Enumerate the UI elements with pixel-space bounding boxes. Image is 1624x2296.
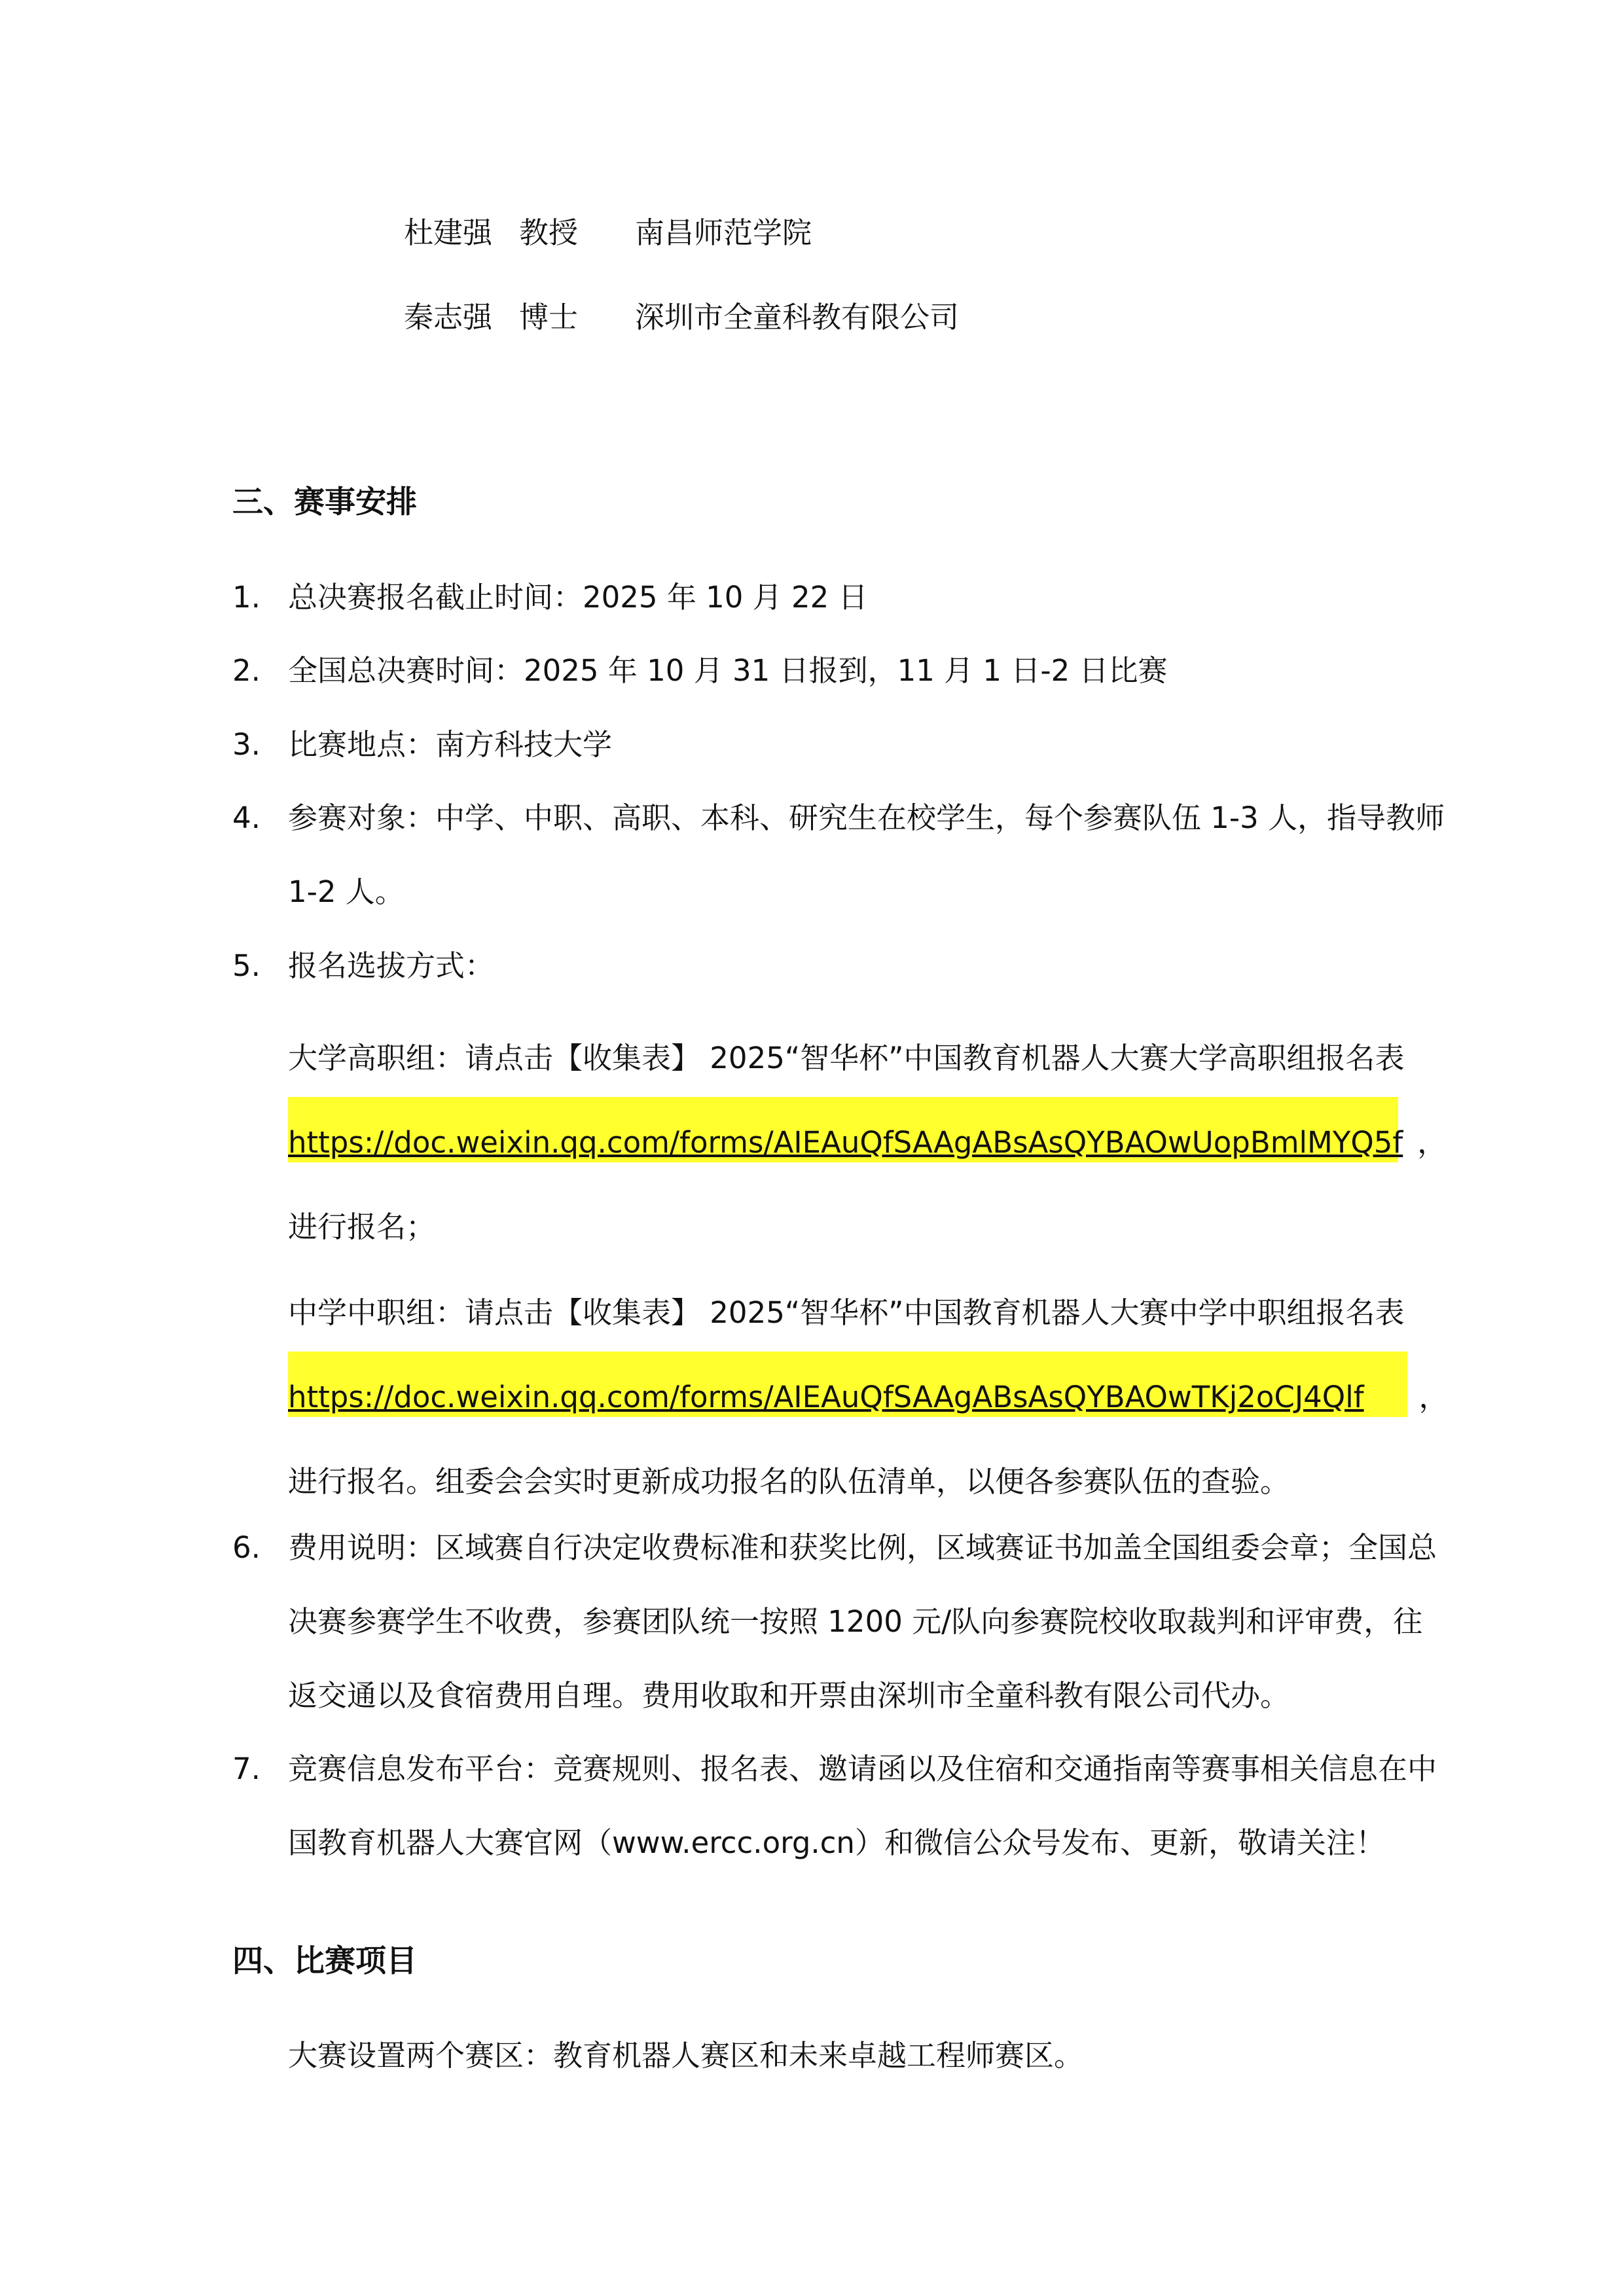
list-item-final-time: 全国总决赛时间：2025 年 10 月 31 日报到，11 月 1 日-2 日比赛 — [288, 653, 1168, 688]
list-number: 4. — [232, 800, 261, 835]
mid-registration-link[interactable]: https://doc.weixin.qq.com/forms/AIEAuQfSAAgABsAsQYBAOwTKj2oCJ4Qlf — [288, 1380, 1364, 1414]
list-item-deadline: 总决赛报名截止时间：2025 年 10 月 22 日 — [288, 580, 868, 615]
list-item-participants-line2: 1-2 人。 — [288, 874, 405, 909]
person-title: 博士 — [519, 300, 579, 334]
list-item-fees-line2: 决赛参赛学生不收费，参赛团队统一按照 1200 元/队向参赛院校收取裁判和评审费，往 — [288, 1604, 1423, 1639]
list-item-venue: 比赛地点：南方科技大学 — [288, 727, 613, 762]
list-number: 7. — [232, 1751, 261, 1786]
section-heading-projects: 四、比赛项目 — [232, 1943, 417, 1979]
list-item-platform-line1: 竞赛信息发布平台：竞赛规则、报名表、邀请函以及住宿和交通指南等赛事相关信息在中 — [288, 1751, 1437, 1786]
person-name: 秦志强 — [404, 300, 493, 334]
person-name: 杜建强 — [404, 215, 493, 250]
person-title: 教授 — [519, 215, 579, 250]
list-number: 6. — [232, 1530, 261, 1565]
registration-mid-label: 中学中职组：请点击【收集表】 2025“智华杯”中国教育机器人大赛中学中职组报名表 — [288, 1295, 1405, 1330]
list-item-fees-line1: 费用说明：区域赛自行决定收费标准和获奖比例，区域赛证书加盖全国组委会章；全国总 — [288, 1530, 1437, 1565]
list-item-participants-line1: 参赛对象：中学、中职、高职、本科、研究生在校学生，每个参赛队伍 1-3 人，指导教师 — [288, 800, 1445, 835]
list-number: 3. — [232, 727, 261, 762]
list-item-platform-line2: 国教育机器人大赛官网（www.ercc.org.cn）和微信公众号发布、更新，敬请关注！ — [288, 1825, 1385, 1860]
list-number: 5. — [232, 948, 261, 983]
registration-univ-after: 进行报名； — [288, 1210, 436, 1244]
list-item-registration: 报名选拔方式： — [288, 948, 495, 983]
univ-registration-link[interactable]: https://doc.weixin.qq.com/forms/AIEAuQfSAAgABsAsQYBAOwUopBmlMYQ5f — [288, 1125, 1403, 1160]
section-heading-schedule: 三、赛事安排 — [232, 484, 417, 520]
registration-univ-label: 大学高职组：请点击【收集表】 2025“智华杯”中国教育机器人大赛大学高职组报名表 — [288, 1041, 1405, 1075]
section4-text: 大赛设置两个赛区：教育机器人赛区和未来卓越工程师赛区。 — [288, 2038, 1084, 2073]
registration-mid-after: 进行报名。组委会会实时更新成功报名的队伍清单，以便各参赛队伍的查验。 — [288, 1464, 1290, 1499]
list-item-fees-line3: 返交通以及食宿费用自理。费用收取和开票由深圳市全童科教有限公司代办。 — [288, 1678, 1290, 1713]
registration-univ-link-row — [288, 1123, 1447, 1162]
person-org: 南昌师范学院 — [635, 215, 812, 250]
link-suffix: ， — [1417, 1125, 1447, 1160]
link-suffix: ， — [1418, 1380, 1449, 1414]
list-number: 2. — [232, 653, 261, 688]
list-number: 1. — [232, 580, 261, 615]
person-org: 深圳市全童科教有限公司 — [635, 300, 960, 334]
registration-mid-link-row — [288, 1378, 1449, 1417]
